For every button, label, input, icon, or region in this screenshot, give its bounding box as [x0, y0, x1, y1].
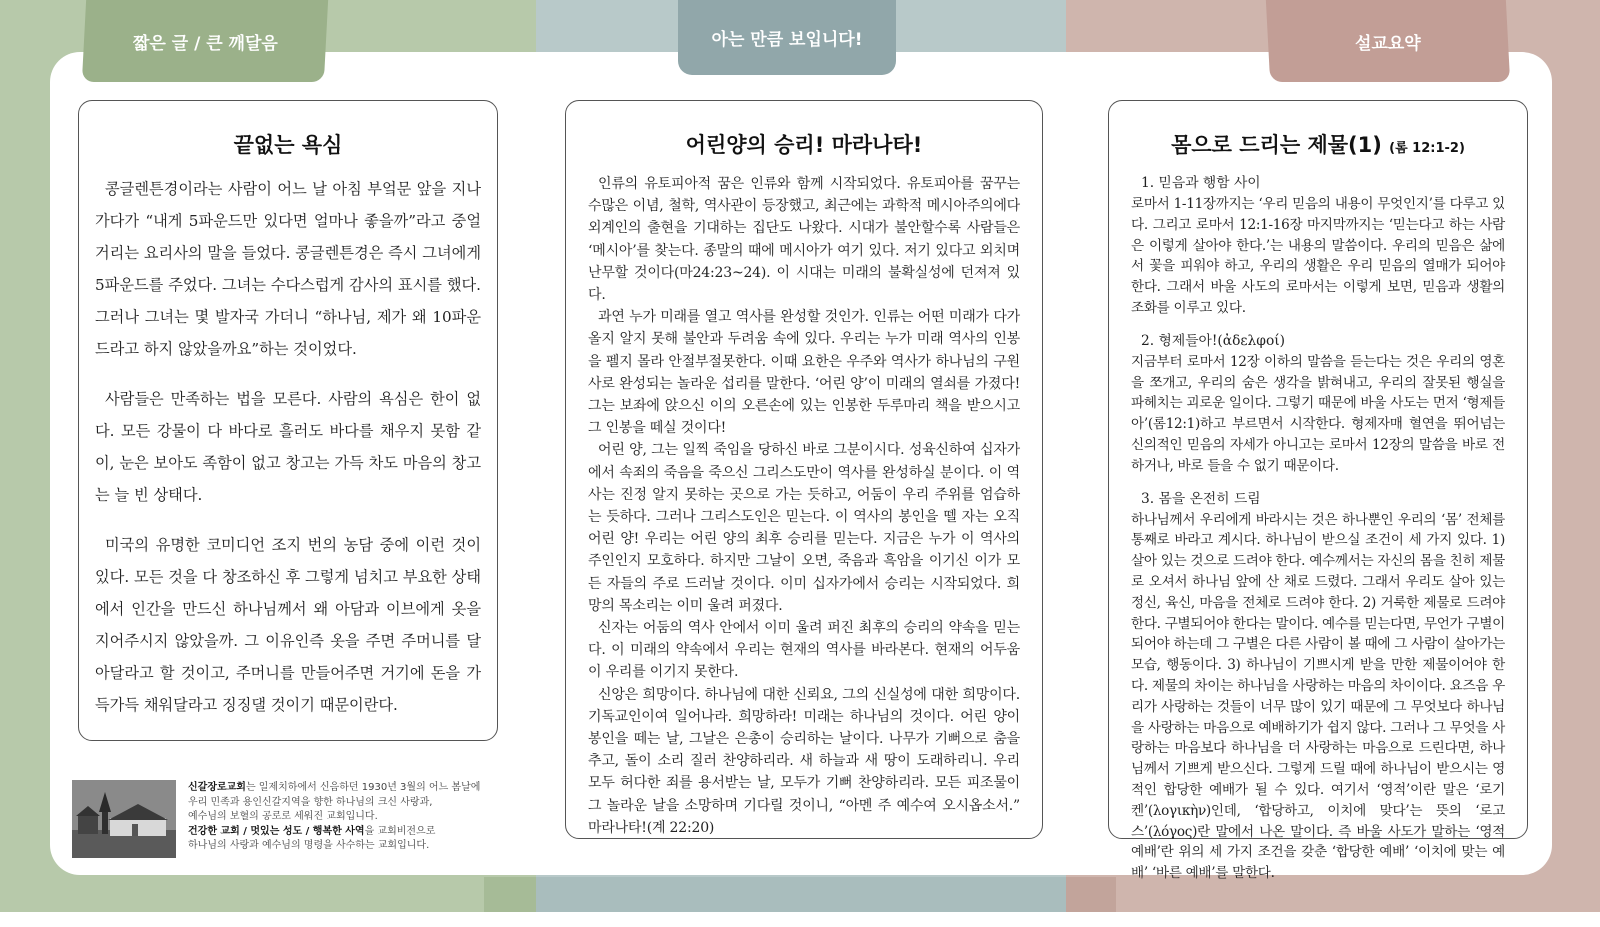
- column-title: 어린양의 승리! 마라나타!: [685, 133, 923, 157]
- paragraph: 미국의 유명한 코미디언 조지 번의 농담 중에 이런 것이 있다. 모든 것을 다 창조하신 후 그렇게 넘치고 부요한 상태에서 인간을 만드신 하나님께서 왜 아담과 이브에게 옷을 지어주시지 않았을까. 그 이유인즉 옷을 주면 주머니를 달아달라고 할 것이고, 주머니를 만들어주면 거기에 돈을 가득가득 채워달라고 징징댈 것이기 때문이란다.: [95, 536, 481, 714]
- tab-label: 아는 만큼 보입니다!: [711, 30, 863, 50]
- column-know-and-see: [565, 100, 1043, 839]
- tab-know-and-see: [678, 0, 896, 75]
- paragraph: 어린 양, 그는 일찍 죽임을 당하신 바로 그분이시다. 성육신하여 십자가에서 속죄의 죽음을 죽으신 그리스도만이 역사를 완성하실 분이다. 이 역사는 진정 알지 못하는 곳으로 가는 듯하고, 어둠이 우리 주위를 엄습하는 듯하다. 그러나 그리스도인은 믿는다. 이 역사의 봉인을 뗄 자는 오직 어린 양! 우리는 어린 양의 최후 승리를 믿는다. 지금은 누가 이 역사의 주인인지 모호하다. 하지만 그날이 오면, 죽음과 흑암을 이기신 이가 모든 자들의 주로 드러날 것이다. 이미 십자가에서 승리는 시작되었다. 희망의 목소리는 이미 울려 퍼졌다.: [588, 442, 1020, 614]
- sermon-section: [1131, 489, 1505, 884]
- bottom-shade-green: [484, 877, 536, 912]
- bottom-strip: [0, 912, 1600, 927]
- section-heading: 1. 믿음과 행함 사이: [1141, 175, 1261, 191]
- church-text-line: 예수님의 보혈의 공로로 세워진 교회입니다.: [188, 811, 378, 823]
- church-text-line: 을 교회비전으로: [364, 825, 436, 837]
- tab-label: 설교요약: [1355, 33, 1421, 54]
- paragraph: 사람들은 만족하는 법을 모른다. 사람의 욕심은 한이 없다. 모든 강물이 다 바다로 흘러도 바다를 채우지 못함 같이, 눈은 보아도 족함이 없고 창고는 가득 차도 마음의 창고는 늘 빈 상태다.: [95, 390, 481, 504]
- church-text-line: 하나님의 사랑과 예수님의 명령을 사수하는 교회입니다.: [188, 840, 430, 852]
- column-title: 끝없는 욕심: [233, 133, 343, 157]
- bottom-shade-blue: [536, 877, 1066, 912]
- tab-short-writing: [82, 0, 328, 82]
- bottom-shade-pink: [1066, 877, 1116, 912]
- paragraph: 신자는 어둠의 역사 안에서 이미 울려 퍼진 최후의 승리의 약속을 믿는다. 이 미래의 약속에서 우리는 현재의 역사를 바라본다. 현재의 어두움이 우리를 이기지 못한다.: [588, 620, 1020, 681]
- church-name: 신갈장로교회: [188, 782, 246, 793]
- scripture-reference: (롬 12:1-2): [1389, 141, 1465, 156]
- column-short-writing: [78, 100, 498, 741]
- tab-sermon-summary: [1266, 0, 1510, 82]
- section-body: 로마서 1-11장까지는 ‘우리 믿음의 내용이 무엇인지’를 다루고 있다. 그리고 로마서 12:1-16장 마지막까지는 ‘믿는다고 하는 사람은 이렇게 살아야 한다.’는 내용의 말씀이다. 우리의 믿음은 삶에서 꽃을 피워야 하고, 우리의 생활은 우리 믿음의 열매가 되어야 한다. 그래서 바울 사도의 로마서는 이렇게 보면, 믿음과 생활의 조화를 이루고 있다.: [1131, 196, 1505, 316]
- paragraph: 과연 누가 미래를 열고 역사를 완성할 것인가. 인류는 어떤 미래가 다가올지 알지 못해 불안과 두려움 속에 있다. 우리는 누가 미래 역사의 인봉을 펠지 몰라 안절부절못한다. 이때 요한은 우주와 역사가 하나님의 구원사로 완성되는 놀라운 섭리를 말한다. ‘어린 양’이 미래의 열쇠를 가졌다! 그는 보좌에 앉으신 이의 오른손에 있는 인봉한 두루마리 책을 받으시고 그 인봉을 떼실 것이다!: [588, 309, 1020, 437]
- column-title: [1131, 129, 1505, 159]
- section-heading: 3. 몸을 온전히 드림: [1141, 490, 1261, 507]
- sermon-title: 몸으로 드리는 제물(1): [1171, 133, 1382, 157]
- paragraph: 신앙은 희망이다. 하나님에 대한 신뢰요, 그의 신실성에 대한 희망이다. 기독교인이여 일어나라. 희망하라! 미래는 하나님의 것이다. 어린 양이 봉인을 떼는 날, 그날은 은총이 승리하는 날이다. 나무가 기뻐으로 춤을 추고, 돌이 소리 질러 찬양하리라. 새 하늘과 새 땅이 도래하리니. 우리 모두 허다한 죄를 용서받는 날, 모두가 기뻐 찬양하리라. 모든 피조물이 그 놀라운 날을 소망하며 기다릴 것이니, “아멘 주 예수여 오시옵소서.” 마라나타!(계 22:20): [588, 686, 1020, 836]
- section-heading: 2. 형제들아!(ἀδελφοί): [1141, 332, 1286, 349]
- sermon-section: [1131, 173, 1505, 319]
- section-body: 하나님께서 우리에게 바라시는 것은 하나뿐인 우리의 ‘몸’ 전체를 통째로 바라고 계시다. 하나님이 받으실 조건이 세 가지 있다. 1) 살아 있는 것으로 드려야 한다. 예수께서는 자신의 몸을 친히 제물로 오셔서 하나님 앞에 산 채로 드렸다. 그래서 우리도 살아 있는 정신, 육신, 마음을 전체로 드려야 한다. 2) 거룩한 제물로 드려야 한다. 구별되어야 한다는 말이다. 예수를 믿는다면, 무언가 구별이 되어야 하는데 그 구별은 다른 사람이 볼 때에 그 사람이 살아가는 모습, 행동이다. 3) 하나님이 기쁘시게 받을 만한 제물이어야 한다. 제물의 차이는 하나님을 사랑하는 마음의 차이이다. 요즈음 우리가 사랑하는 것들이 너무 많이 있기 때문에 그 무엇보다 하나님을 사랑하는 마음으로 예배하기가 쉽지 않다. 그러나 그 무엇을 사랑하는 마음보다 하나님을 더 사랑하는 마음으로 드린다면, 하나님께서 기쁘게 받으신다. 그렇게 드릴 때에 하나님이 받으시는 영적인 합당한 예배가 될 수 있다. 여기서 ‘영적’이란 말은 ‘로기켄’(λογικὴν)인데, ‘합당하고, 이치에 맞다’는 뜻의 ‘로고스’(λόγος)란 말에서 나온 말이다. 즉 바울 사도가 말하는 ‘영적 예배’란 위의 세 가지 조건을 갖춘 ‘합당한 예배’ ‘이치에 맞는 예배’ ‘바른 예배’를 말한다.: [1131, 511, 1505, 882]
- church-text-line: 는 일제치하에서 신음하던 1930년 3월의 어느 봄날에: [245, 782, 481, 793]
- tab-label: 짧은 글 / 큰 깨달음: [132, 33, 278, 54]
- paragraph: 인류의 유토피아적 꿈은 인류와 함께 시작되었다. 유토피아를 꿈꾸는 수많은 이념, 철학, 역사관이 등장했고, 최근에는 과학적 메시아주의에다 외계인의 출현을 기대하는 집단도 나왔다. 시대가 불안할수록 사람들은 ‘메시아’를 찾는다. 종말의 때에 메시아가 여기 있다. 저기 있다고 외치며 난무할 것이다(마24:23~24). 이 시대는 미래의 불확실성에 던져져 있다.: [588, 176, 1020, 304]
- column-sermon-summary: [1108, 100, 1528, 882]
- paragraph: 콩글렌튼경이라는 사람이 어느 날 아침 부엌문 앞을 지나가다가 “내게 5파운드만 있다면 얼마나 좋을까”라고 중얼거리는 요리사의 말을 들었다. 콩글렌튼경은 즉시 그녀에게 5파운드를 주었다. 그녀는 수다스럽게 감사의 표시를 했다. 그러나 그녀는 몇 발자국 가더니 “하나님, 제가 왜 10파운드라고 하지 않았을까요”하는 것이었다.: [95, 180, 481, 358]
- church-vision: 건강한 교회 / 멋있는 성도 / 행복한 사역: [188, 825, 365, 837]
- sermon-section: [1131, 331, 1505, 477]
- church-text-line: 우리 민족과 용인신갈지역을 향한 하나님의 크신 사랑과,: [188, 796, 433, 808]
- church-photo: [72, 780, 176, 858]
- church-description: [188, 781, 498, 854]
- section-body: 지금부터 로마서 12장 이하의 말씀을 듣는다는 것은 우리의 영혼을 쪼개고, 우리의 숨은 생각을 밝혀내고, 우리의 잘못된 행실을 파헤치는 괴로운 일이다. 그렇기 때문에 바울 사도는 먼저 ‘형제들아’(롬12:1)하고 부르면서 시작한다. 형제자매 혈연을 뛰어넘는 신의적인 믿음의 자세가 아니고는 로마서 12장의 말씀을 바로 전하거나, 바로 들을 수 없기 때문이다.: [1131, 353, 1505, 474]
